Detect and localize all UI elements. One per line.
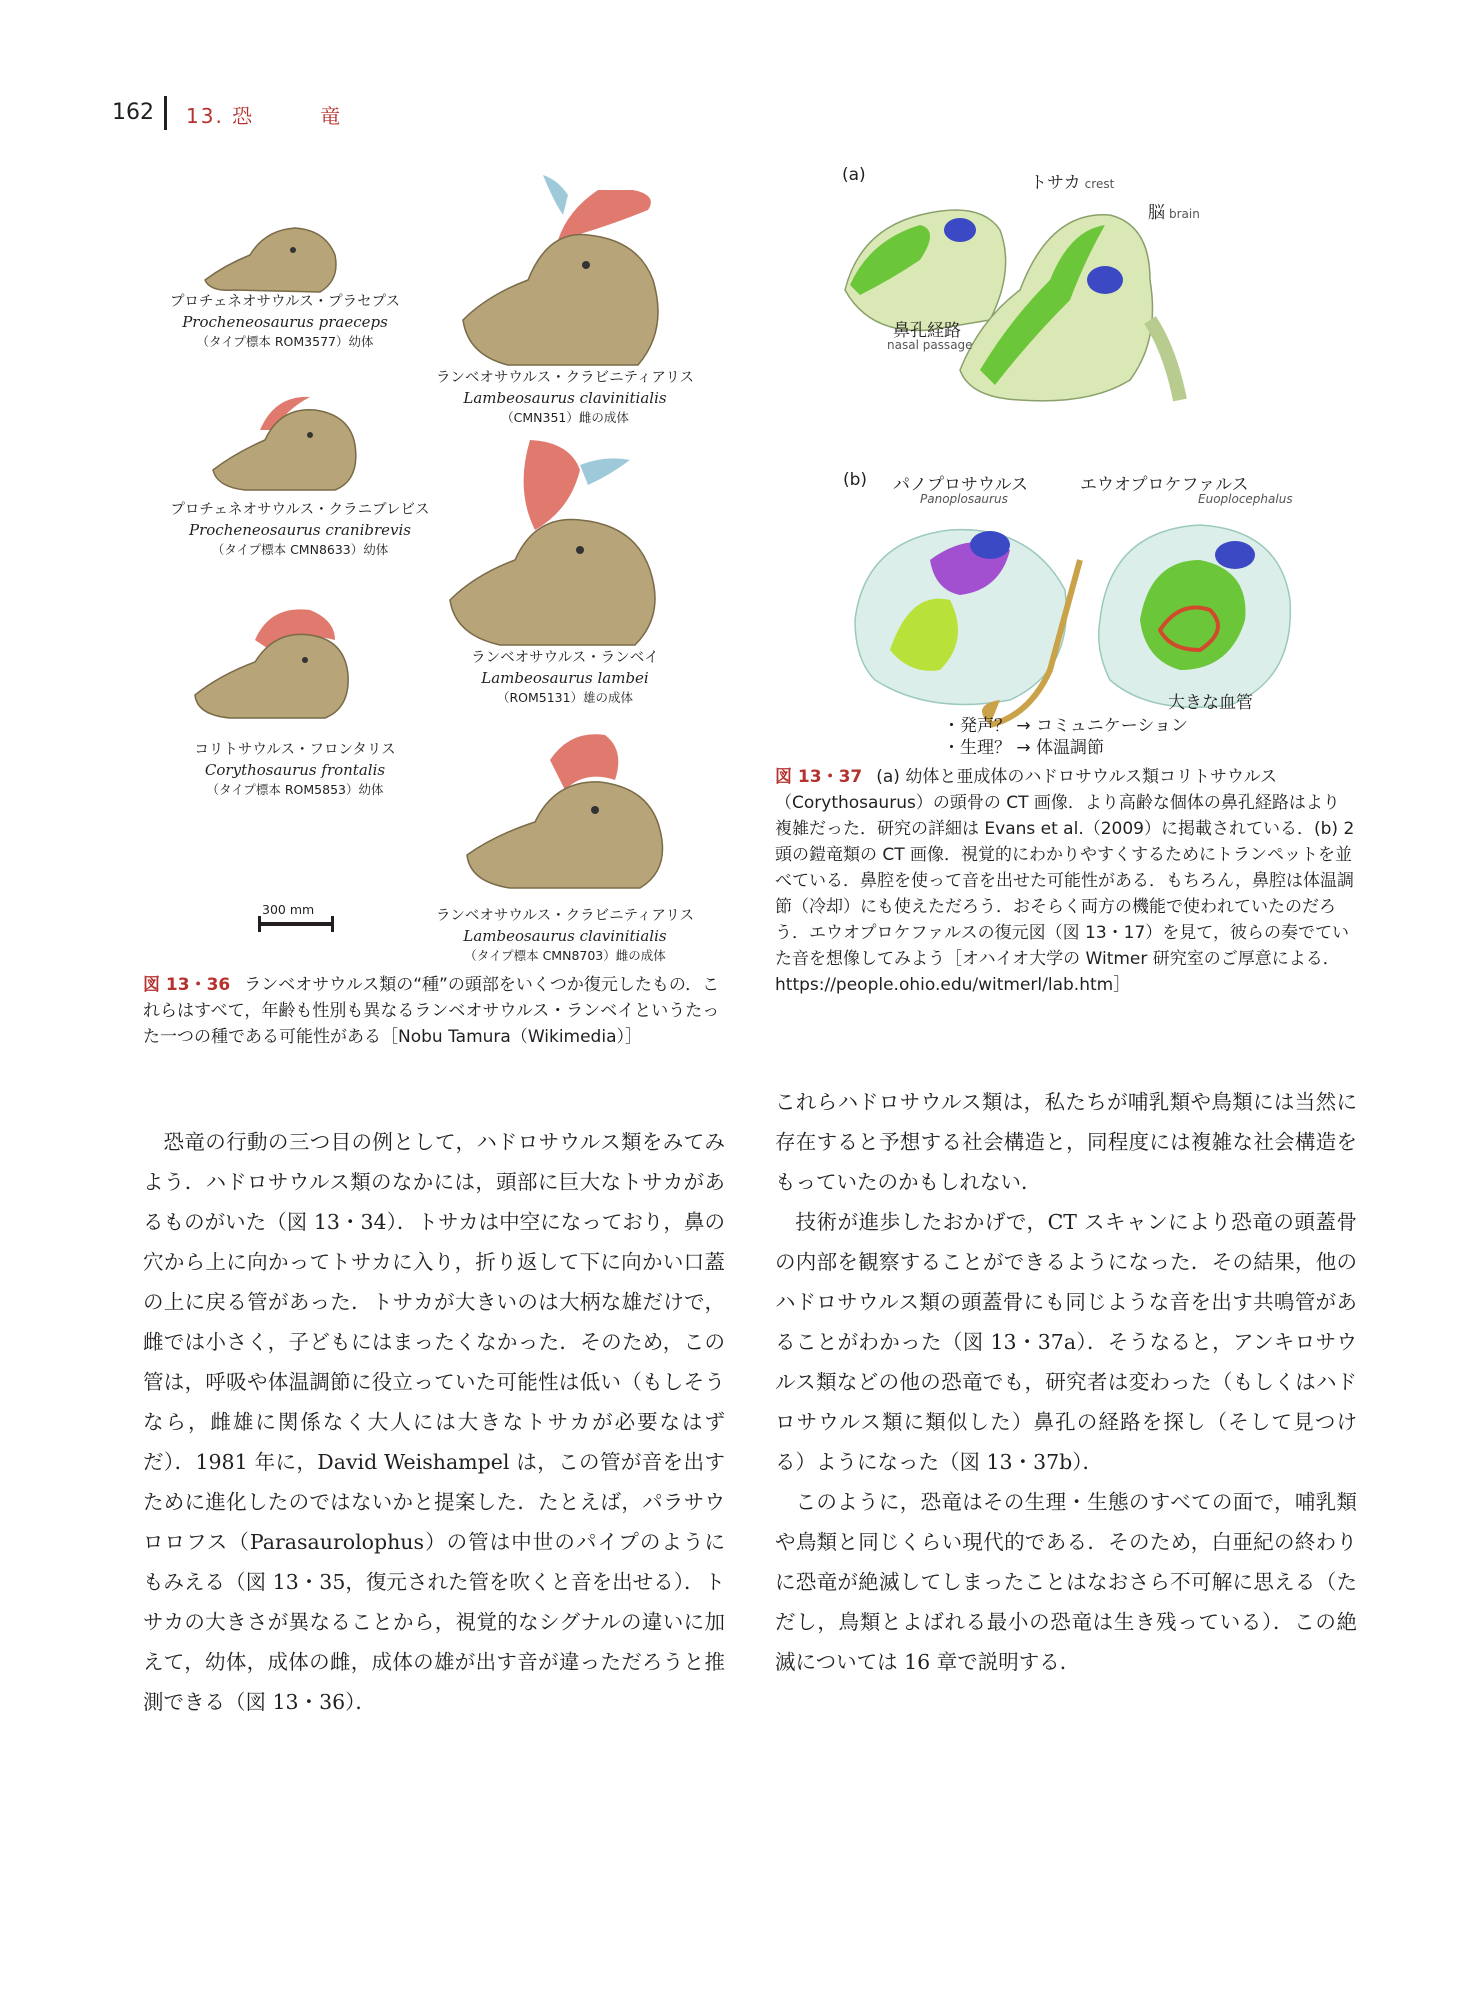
panoplosaurus-label: パノプロサウルス (893, 475, 1028, 495)
nasal-passage-en-label: nasal passage (887, 338, 973, 352)
function-note: ・発声？ → コミュニケーション (943, 716, 1189, 736)
blood-vessel-label: 大きな血管 (1168, 693, 1253, 713)
paragraph: 恐竜の行動の三つ目の例として，ハドロサウルス類をみてみよう．ハドロサウルス類のなかには，頭部に巨大なトサカがあるものがいた（図 13・34）．トサカは中空になっており，鼻の穴から上に向かってトサカに入り，折り返して下に向かい口蓋の上に戻る管があった．トサカが大きいのは大柄な雄だけで，雌では小さく，子どもにはまったくなかった．そのため，この管は，呼吸や体温調節に役立っていた可能性は低い（もしそうなら，雌雄に関係なく大人には大きなトサカが必要なはずだ）．1981 年に，David Weishampel は，この管が音を出すために進化したのではないかと提案した．たとえば，パラサウロロフス（Parasaurolophus）の管は中世のパイプのようにもみえる（図 13・35，復元された管を吹くと音を出せる）．トサカの大きさが異なることから，視覚的なシグナルの違いに加えて，幼体，成体の雌，成体の雄が出す音が違っただろうと推測できる（図 13・36）． (143, 1130, 725, 1714)
body-text-left (143, 1122, 725, 1722)
specimen-label: コリトサウルス・フロンタリス Corythosaurus frontalis （タイプ標本 ROM5853）幼体 (194, 742, 396, 797)
brain-label: 脳 brain (1148, 203, 1200, 223)
specimen-label: プロチェネオサウルス・クラニブレビス Procheneosaurus cranibrevis （タイプ標本 CMN8633）幼体 (170, 502, 430, 557)
specimen-label: ランベオサウルス・クラビニティアリス Lambeosaurus clavinitialis （CMN351）雌の成体 (435, 370, 695, 425)
specimen-label: プロチェネオサウルス・プラセプス Procheneosaurus praeceps （タイプ標本 ROM3577）幼体 (169, 294, 401, 349)
figure-number: 図 13・36 (143, 975, 231, 995)
crest-label: トサカ crest (1030, 173, 1115, 193)
function-note: ・生理？ → 体温調節 (943, 738, 1105, 758)
figure-caption: 図 13・36 ランベオサウルス類の“種”の頭部をいくつか復元したもの．これらはすべて，年齢も性別も異なるランベオサウルス・ランベイというたった一つの種である可能性がある［Nobu Tamura（Wikimedia）］ (143, 975, 720, 1047)
dinosaur-head-illustration (185, 600, 355, 720)
euoplocephalus-label: エウオプロケファルス (1080, 475, 1249, 495)
nasal-passage-label: 鼻孔経路 (893, 321, 961, 341)
panel-label-a: (a) (842, 165, 866, 185)
dinosaur-head-illustration (448, 170, 678, 370)
specimen-label: ランベオサウルス・クラビニティアリス Lambeosaurus clavinitialis （タイプ標本 CMN8703）雌の成体 (435, 908, 695, 963)
header-divider (164, 96, 167, 130)
panoplosaurus-en-label: Panoplosaurus (920, 492, 1008, 506)
paragraph: これらハドロサウルス類は，私たちが哺乳類や鳥類には当然に存在すると予想する社会構造と，同程度には複雑な社会構造をもっていたのかもしれない． (775, 1090, 1357, 1194)
figure-caption: 図 13・37 (a) 幼体と亜成体のハドロサウルス類コリトサウルス（Corythosaurus）の頭骨の CT 画像．より高齢な個体の鼻孔経路はより複雑だった．研究の詳細は Evans et al.（2009）に掲載されている．(b) 2 頭の鎧竜類の CT 画像．視覚的にわかりやすくするためにトランペットを並べている．鼻腔を使って音を出せた可能性がある．もちろん，鼻腔は体温調節（冷却）にも使えただろう．おそらく両方の機能で使われていたのだろう．エウオプロケファルスの復元図（図 13・17）を見て，彼らの奏でていた音を想像してみよう［オハイオ大学の Witmer 研究室のご厚意による．https://people.ohio.edu/witmerl/lab.htm］ (775, 767, 1355, 995)
paragraph: 技術が進歩したおかげで，CT スキャンにより恐竜の頭蓋骨の内部を観察することができるようになった．その結果，他のハドロサウルス類の頭蓋骨にも同じような音を出す共鳴管があることがわかった（図 13・37a）．そうなると，アンキロサウルス類などの他の恐竜でも，研究者は変わった（もしくはハドロサウルス類に類似した）鼻孔の経路を探し（そして見つける）ようになった（図 13・37b）． (775, 1210, 1357, 1474)
dinosaur-head-illustration (455, 730, 675, 890)
chapter-title: 13. 恐 竜 (186, 104, 343, 128)
euoplocephalus-en-label: Euoplocephalus (1198, 492, 1293, 506)
dinosaur-head-illustration (195, 210, 345, 295)
body-text-right (775, 1082, 1357, 1682)
page-number: 162 (112, 100, 154, 125)
specimen-label: ランベオサウルス・ランベイ Lambeosaurus lambei （ROM5131）雄の成体 (471, 650, 659, 705)
scale-bar (258, 922, 334, 926)
panel-label-b: (b) (843, 470, 868, 490)
figure-number: 図 13・37 (775, 767, 863, 787)
scale-label: 300 mm (262, 902, 315, 917)
dinosaur-head-illustration (205, 385, 365, 495)
paragraph: このように，恐竜はその生理・生態のすべての面で，哺乳類や鳥類と同じくらい現代的である．そのため，白亜紀の終わりに恐竜が絶滅してしまったことはなおさら不可解に思える（ただし，鳥類とよばれる最小の恐竜は生き残っている）．この絶滅については 16 章で説明する． (775, 1490, 1357, 1674)
